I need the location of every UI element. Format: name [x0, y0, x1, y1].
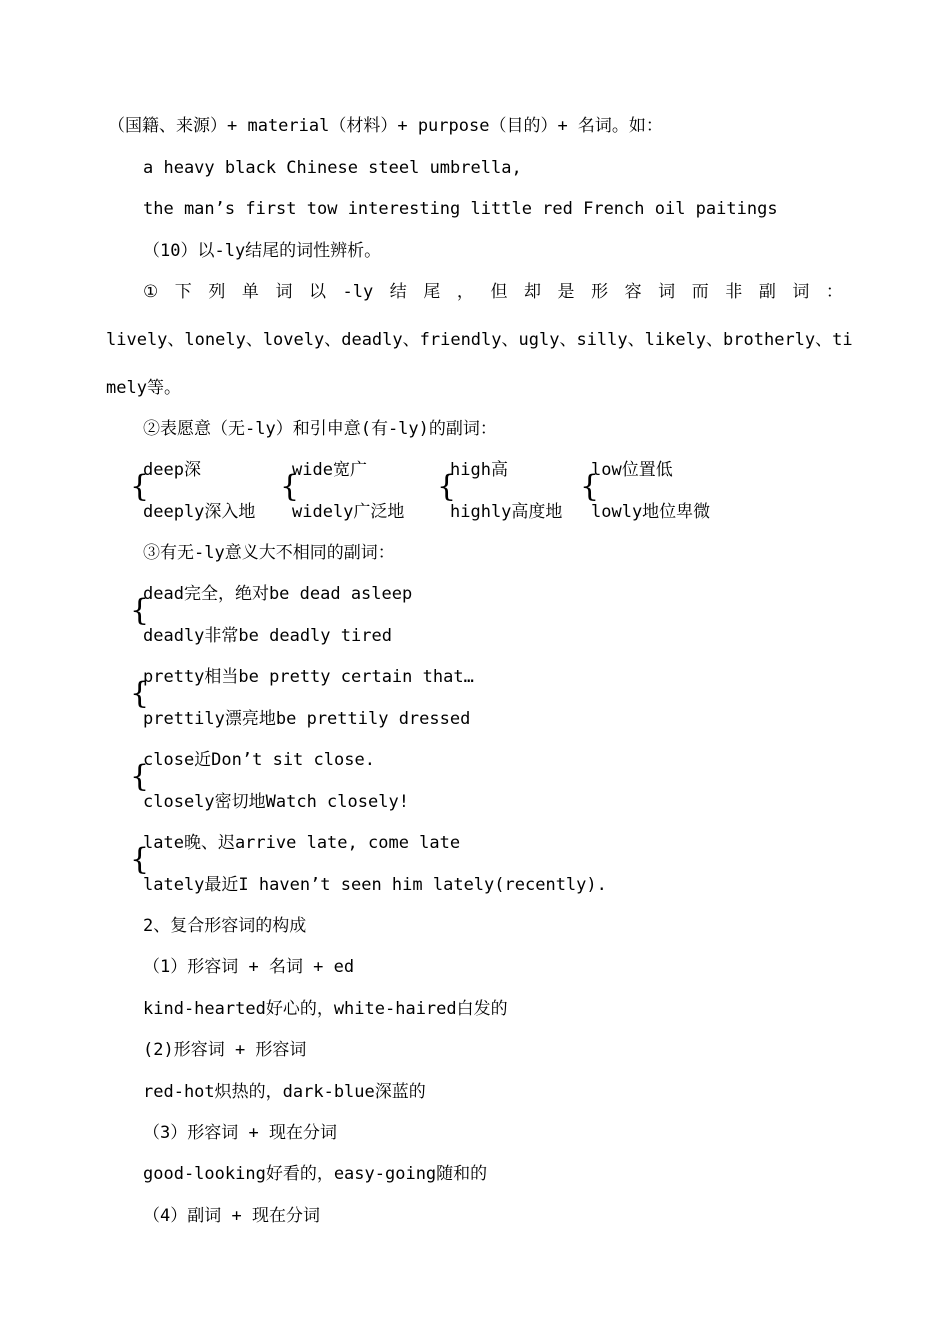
- brace-icon: {: [130, 593, 150, 628]
- char: 词: [792, 282, 810, 302]
- pair-top: close近Don’t sit close.: [143, 750, 375, 770]
- text-line: (2)形容词 + 形容词: [143, 1040, 307, 1060]
- char: 是: [557, 282, 575, 302]
- char: 但: [490, 282, 508, 302]
- char: 词: [275, 282, 293, 302]
- pair-bottom: lowly地位卑微: [591, 502, 711, 522]
- char: 容: [624, 282, 642, 302]
- text-line: （3）形容词 + 现在分词: [143, 1123, 337, 1143]
- pair-bottom: deadly非常be deadly tired: [143, 626, 392, 646]
- char: ①: [143, 282, 159, 302]
- pair-top: wide宽广: [292, 460, 367, 480]
- brace-icon: {: [437, 469, 457, 504]
- text-line: mely等。: [106, 378, 181, 398]
- char: 副: [758, 282, 776, 302]
- char: 却: [523, 282, 541, 302]
- pair-top: deep深: [143, 460, 201, 480]
- text-line: （国籍、来源）+ material（材料）+ purpose（目的）+ 名词。如：: [108, 116, 663, 136]
- char: ：: [825, 282, 843, 302]
- section-heading: （10）以-ly结尾的词性辨析。: [143, 241, 382, 261]
- char: 词: [658, 282, 676, 302]
- char: 列: [208, 282, 226, 302]
- text-line: （1）形容词 + 名词 + ed: [143, 957, 355, 977]
- pair-top: late晚、迟arrive late, come late: [143, 833, 461, 853]
- text-line: ②表愿意（无-ly）和引申意(有-ly)的副词：: [143, 419, 497, 439]
- char: 单: [241, 282, 259, 302]
- char: 结: [389, 282, 407, 302]
- text-line: the man’s first tow interesting little red French oil paitings: [143, 199, 778, 219]
- char: ，: [456, 282, 474, 302]
- char: 而: [691, 282, 709, 302]
- brace-icon: {: [280, 469, 300, 504]
- pair-bottom: deeply深入地: [143, 502, 256, 522]
- char: 以: [308, 282, 326, 302]
- brace-icon: {: [130, 469, 150, 504]
- text-line: good-looking好看的，easy-going随和的: [143, 1164, 488, 1184]
- text-line: lively、lonely、lovely、deadly、friendly、ugly、silly、likely、brotherly、ti: [106, 330, 853, 350]
- brace-icon: {: [580, 469, 600, 504]
- text-line: （4）副词 + 现在分词: [143, 1206, 320, 1226]
- pair-top: low位置低: [591, 460, 673, 480]
- pair-bottom: prettily漂亮地be prettily dressed: [143, 709, 471, 729]
- brace-icon: {: [130, 842, 150, 877]
- pair-bottom: widely广泛地: [292, 502, 405, 522]
- pair-bottom: closely密切地Watch closely!: [143, 792, 409, 812]
- pair-top: pretty相当be pretty certain that…: [143, 667, 474, 687]
- justified-text-line: [143, 281, 843, 303]
- text-line: ③有无-ly意义大不相同的副词：: [143, 543, 395, 563]
- brace-icon: {: [130, 759, 150, 794]
- text-line: a heavy black Chinese steel umbrella,: [143, 158, 522, 178]
- pair-bottom: lately最近I haven’t seen him lately(recently).: [143, 875, 607, 895]
- pair-top: high高: [450, 460, 508, 480]
- char: 非: [725, 282, 743, 302]
- text-line: kind-hearted好心的，white-haired白发的: [143, 999, 508, 1019]
- char: 下: [174, 282, 192, 302]
- pair-bottom: highly高度地: [450, 502, 563, 522]
- brace-icon: {: [130, 676, 150, 711]
- text-line: red-hot炽热的，dark-blue深蓝的: [143, 1082, 426, 1102]
- char: 尾: [423, 282, 441, 302]
- char: 形: [591, 282, 609, 302]
- char: -ly: [342, 282, 374, 302]
- pair-top: dead完全，绝对be dead asleep: [143, 584, 413, 604]
- section-heading: 2、复合形容词的构成: [143, 916, 307, 936]
